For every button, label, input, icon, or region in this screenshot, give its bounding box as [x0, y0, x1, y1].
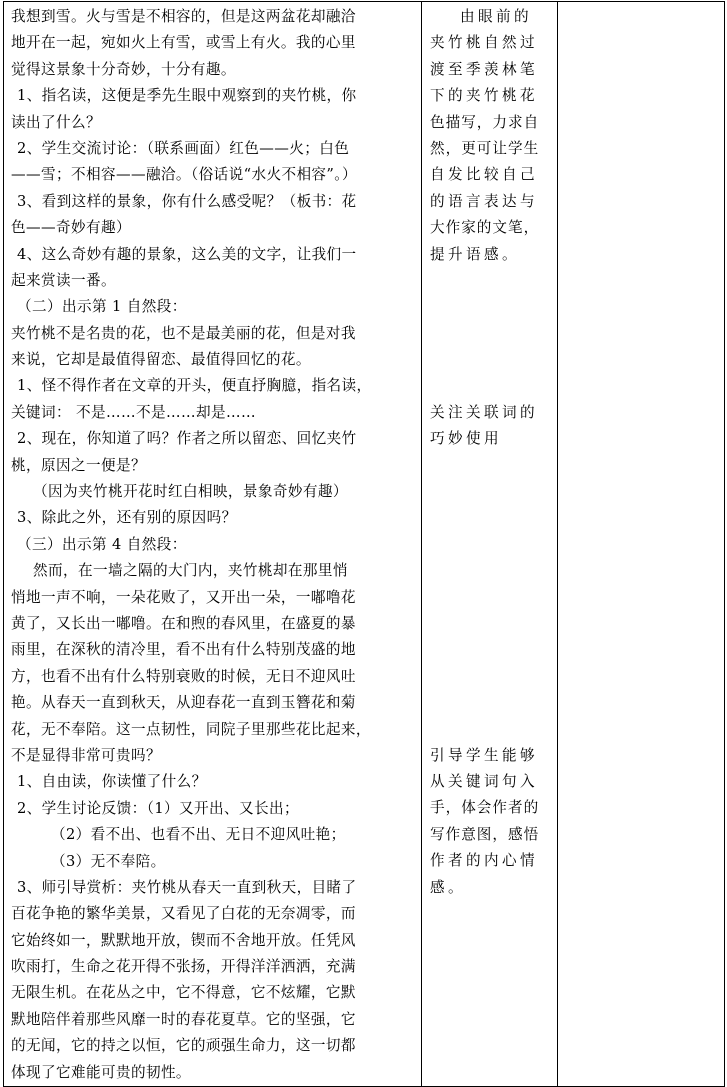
text-line: 来说，它却是最值得留恋、最值得回忆的花。 — [11, 351, 311, 369]
text-line: 读出了什么？ — [11, 113, 101, 131]
text-line: 无限生机。在花丛之中，它不得意，它不炫耀，它默 — [11, 984, 356, 1002]
text-line: 百花争艳的繁华美景，又看见了白花的无奈凋零，而 — [11, 905, 356, 923]
text-line: 色——奇妙有趣） — [11, 219, 131, 237]
text-line: （2）看不出、也看不出、无日不迎风吐艳； — [51, 826, 346, 844]
text-line: 桃，原因之一便是？ — [11, 456, 146, 474]
section-heading: （三）出示第 4 自然段： — [17, 535, 187, 553]
text-line: 2、学生讨论反馈：（1）又开出、又长出； — [17, 799, 299, 817]
text-line: 艳。从春天一直到秋天，从迎春花一直到玉簪花和菊 — [11, 694, 356, 712]
lesson-plan-table — [3, 1, 725, 1087]
note-line: 的语言表达与 — [430, 192, 538, 210]
text-line: 3、师引导赏析：夹竹桃从春天一直到秋天，目睹了 — [17, 878, 357, 896]
text-line: 花，无不奉陪。这一点韧性，同院子里那些花比起来， — [11, 720, 371, 738]
text-line: 夹竹桃不是名贵的花，也不是最美丽的花，但是对我 — [11, 324, 356, 342]
note-line: 巧妙使用 — [430, 430, 502, 448]
note-gap — [430, 453, 552, 743]
note-gap — [430, 268, 552, 400]
teaching-process-cell — [4, 2, 422, 1087]
text-line: 我想到雪。火与雪是不相容的，但是这两盆花却融洽 — [11, 8, 356, 25]
design-note-1 — [430, 4, 552, 268]
note-line: 从关键词句入 — [430, 773, 538, 791]
text-line: 黄了，又长出一嘟噜。在和煦的春风里，在盛夏的暴 — [11, 614, 356, 632]
text-line: 2、学生交流讨论：（联系画面）红色——火；白色 — [17, 139, 350, 157]
text-line: 它始终如一，默默地开放，锲而不舍地开放。任凭风 — [11, 931, 356, 949]
design-intent-cell — [422, 2, 558, 1087]
text-line: 地开在一起，宛如火上有雪，或雪上有火。我的心里 — [11, 34, 356, 52]
note-line: 引导学生能够 — [430, 746, 538, 764]
text-line: 悄地一声不响，一朵花败了，又开出一朵，一嘟噜花 — [11, 588, 356, 606]
text-line: 然而，在一墙之隔的大门内，夹竹桃却在那里悄 — [33, 562, 348, 580]
text-line: 起来赏读一番。 — [11, 271, 116, 289]
design-note-3 — [430, 743, 552, 901]
note-line: 然，更可让学生 — [430, 139, 540, 157]
table-row — [4, 2, 725, 1087]
text-line: 方，也看不出有什么特别衰败的时候，无日不迎风吐 — [11, 667, 356, 685]
text-line: （因为夹竹桃开花时红白相映，景象奇妙有趣） — [33, 483, 348, 501]
text-line: 不是显得非常可贵吗？ — [11, 746, 161, 764]
text-line: 4、这么奇妙有趣的景象，这么美的文字，让我们一 — [17, 245, 357, 263]
text-line: 1、指名读，这便是季先生眼中观察到的夹竹桃，你 — [17, 87, 357, 105]
text-line: （3）无不奉陪。 — [51, 852, 166, 870]
text-line: 关键词： 不是……不是……却是…… — [11, 403, 256, 421]
text-line: 3、看到这样的景象，你有什么感受呢？（板书：花 — [17, 192, 357, 210]
note-line: 夹竹桃自然过 — [430, 34, 538, 52]
note-line: 自发比较自己 — [430, 166, 538, 184]
note-line: 下的夹竹桃花 — [430, 87, 538, 105]
text-line: 默地陪伴着那些风靡一时的春花夏草。它的坚强，它 — [11, 1010, 356, 1028]
text-line: ——雪；不相容——融洽。（俗话说“水火不相容”。） — [11, 166, 357, 184]
note-line: 关注关联词的 — [430, 403, 538, 421]
note-line: 渡至季羡林笔 — [430, 60, 538, 78]
text-line: 2、现在，你知道了吗？作者之所以留恋、回忆夹竹 — [17, 430, 357, 448]
text-line: 吹雨打，生命之花开得不张扬，开得洋洋洒洒，充满 — [11, 958, 356, 976]
text-line: 1、自由读，你读懂了什么？ — [17, 773, 207, 791]
text-line: 雨里，在深秋的清冷里，看不出有什么特别茂盛的地 — [11, 641, 356, 659]
text-line: 1、怪不得作者在文章的开头，便直抒胸臆，指名读， — [17, 377, 372, 395]
text-line: 的无闻，它的持之以恒，它的顽强生命力，这一切都 — [11, 1037, 356, 1055]
note-line: 大作家的文笔， — [430, 219, 540, 237]
note-line: 色描写，力求自 — [430, 113, 540, 131]
note-line: 由眼前的 — [460, 8, 532, 25]
section-heading: （二）出示第 1 自然段： — [17, 298, 187, 316]
note-line: 写作意图，感悟 — [430, 825, 540, 843]
text-line: 体现了它难能可贵的韧性。 — [11, 1063, 191, 1081]
text-line: 3、除此之外，还有别的原因吗？ — [17, 509, 237, 527]
note-line: 作者的内心情 — [430, 852, 538, 870]
note-line: 提升语感。 — [430, 245, 520, 263]
note-line: 手，体会作者的 — [430, 799, 540, 817]
note-line: 感。 — [430, 878, 466, 896]
empty-cell — [558, 2, 725, 1087]
text-line: 觉得这景象十分奇妙，十分有趣。 — [11, 60, 236, 78]
design-note-2 — [430, 400, 552, 453]
